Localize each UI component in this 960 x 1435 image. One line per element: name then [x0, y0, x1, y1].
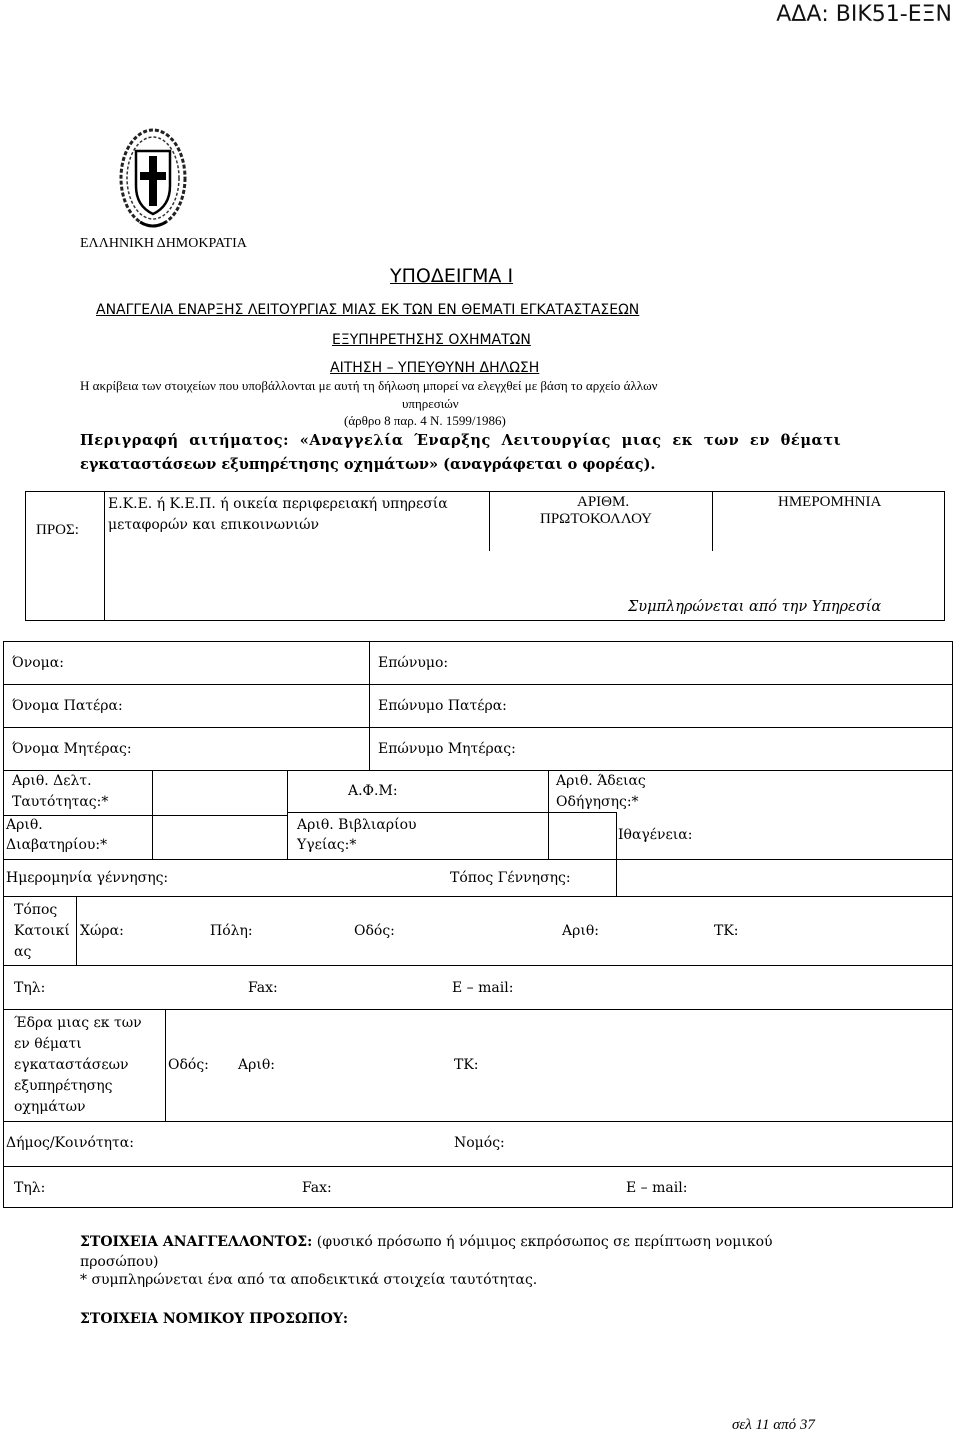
email2-label: E – mail:: [626, 1180, 688, 1196]
mother-name-label: Όνομα Μητέρας:: [12, 741, 132, 757]
prefecture-label: Νομός:: [454, 1135, 505, 1151]
birth-place-label: Τόπος Γέννησης:: [450, 870, 571, 886]
date-label: ΗΜΕΡΟΜΗΝΙΑ: [778, 494, 882, 510]
seat-zip-label: ΤΚ:: [454, 1057, 479, 1073]
recipient-line-2: μεταφορών και επικοινωνιών: [108, 517, 319, 533]
municipality-label: Δήμος/Κοινότητα:: [6, 1135, 134, 1151]
phone-label: Τηλ:: [14, 980, 46, 996]
passport-label-1: Αριθ.: [6, 817, 43, 833]
passport-label-2: Διαβατηρίου:*: [6, 837, 108, 853]
fax2-label: Fax:: [302, 1180, 332, 1196]
father-surname-label: Επώνυμο Πατέρα:: [378, 698, 507, 714]
legal-entity-heading: ΣΤΟΙΧΕΙΑ ΝΟΜΙΚΟΥ ΠΡΟΣΩΠΟΥ:: [80, 1311, 349, 1327]
father-name-label: Όνομα Πατέρα:: [12, 698, 123, 714]
license-label-2: Οδήγησης:*: [556, 794, 639, 810]
service-note: Συμπληρώνεται από την Υπηρεσία: [628, 599, 882, 615]
seat-label-5: οχημάτων: [14, 1099, 86, 1115]
declarant-heading: ΣΤΟΙΧΕΙΑ ΑΝΑΓΓΕΛΛΟΝΤΟΣ:: [80, 1234, 313, 1250]
id-card-label-1: Αριθ. Δελτ.: [12, 773, 92, 789]
birth-date-label: Ημερομηνία γέννησης:: [6, 870, 169, 886]
request-description-2: εγκαταστάσεων εξυπηρέτησης οχημάτων» (αναγράφεται ο φορέας).: [80, 456, 656, 473]
seat-label-2: εν θέματι: [14, 1036, 82, 1052]
city-label: Πόλη:: [210, 923, 253, 939]
id-card-label-2: Ταυτότητας:*: [12, 794, 109, 810]
republic-label: ΕΛΛΗΝΙΚΗ ΔΗΜΟΚΡΑΤΙΑ: [80, 236, 247, 251]
seat-label-1: Έδρα μιας εκ των: [14, 1015, 142, 1031]
residence-label-3: ας: [14, 944, 32, 960]
accuracy-text-1: Η ακρίβεια των στοιχείων που υποβάλλονται με αυτή τη δήλωση μπορεί να ελεγχθεί με βάση το αρχείο άλλων: [80, 378, 658, 393]
ada-code: ΑΔΑ: ΒΙΚ51-ΕΞΝ: [776, 2, 952, 27]
health-book-label-2: Υγείας:*: [297, 837, 357, 853]
declarant-text: (φυσικό πρόσωπο ή νόμιμος εκπρόσωπος σε περίπτωση νομικού: [312, 1234, 773, 1250]
afm-label: Α.Φ.Μ:: [348, 783, 398, 799]
request-description-1: Περιγραφή αιτήματος: «Αναγγελία Έναρξης Λειτουργίας μιας εκ των εν θέματι: [80, 432, 842, 449]
to-label: ΠΡΟΣ:: [36, 522, 79, 538]
document-title: ΥΠΟΔΕΙΓΜΑ Ι: [390, 265, 514, 287]
nationality-label: Ιθαγένεια:: [618, 827, 693, 843]
accuracy-text-2: υπηρεσιών: [402, 396, 459, 411]
zip-label: ΤΚ:: [714, 923, 739, 939]
license-label-1: Αριθ. Άδειας: [556, 773, 646, 789]
seat-label-4: εξυπηρέτησης: [14, 1078, 113, 1094]
law-reference: (άρθρο 8 παρ. 4 Ν. 1599/1986): [344, 413, 506, 428]
country-label: Χώρα:: [80, 923, 124, 939]
recipient-line-1: Ε.Κ.Ε. ή Κ.Ε.Π. ή οικεία περιφερειακή υπηρεσία: [108, 496, 448, 512]
heading-service: ΕΞΥΠΗΡΕΤΗΣΗΣ ΟΧΗΜΑΤΩΝ: [332, 332, 531, 348]
protocol-label-1: ΑΡΙΘΜ.: [577, 494, 630, 510]
surname-label: Επώνυμο:: [378, 655, 449, 671]
declarant-note: [80, 1232, 773, 1253]
declarant-note-2: προσώπου): [80, 1254, 159, 1270]
heading-announcement: ΑΝΑΓΓΕΛΙΑ ΕΝΑΡΞΗΣ ΛΕΙΤΟΥΡΓΙΑΣ ΜΙΑΣ ΕΚ ΤΩΝ ΕΝ ΘΕΜΑΤΙ ΕΓΚΑΤΑΣΤΑΣΕΩΝ: [96, 302, 640, 318]
page-number: σελ 11 από 37: [732, 1417, 815, 1433]
fax-label: Fax:: [248, 980, 278, 996]
seat-street-label: Οδός:: [168, 1057, 209, 1073]
seat-number-label: Αριθ:: [238, 1057, 275, 1073]
number-label: Αριθ:: [562, 923, 599, 939]
seat-label-3: εγκαταστάσεων: [14, 1057, 129, 1073]
email-label: E – mail:: [452, 980, 514, 996]
heading-declaration: ΑΙΤΗΣΗ – ΥΠΕΥΘΥΝΗ ΔΗΛΩΣΗ: [330, 360, 540, 376]
name-label: Όνομα:: [12, 655, 64, 671]
mother-surname-label: Επώνυμο Μητέρας:: [378, 741, 516, 757]
coat-of-arms-emblem: [118, 126, 188, 236]
health-book-label-1: Αριθ. Βιβλιαρίου: [297, 817, 417, 833]
phone2-label: Τηλ:: [14, 1180, 46, 1196]
residence-label-2: Κατοικί: [14, 923, 70, 939]
residence-label-1: Τόπος: [14, 902, 58, 918]
protocol-label-2: ΠΡΩΤΟΚΟΛΛΟΥ: [540, 511, 653, 527]
asterisk-note: * συμπληρώνεται ένα από τα αποδεικτικά στοιχεία ταυτότητας.: [80, 1272, 538, 1288]
street-label: Οδός:: [354, 923, 395, 939]
